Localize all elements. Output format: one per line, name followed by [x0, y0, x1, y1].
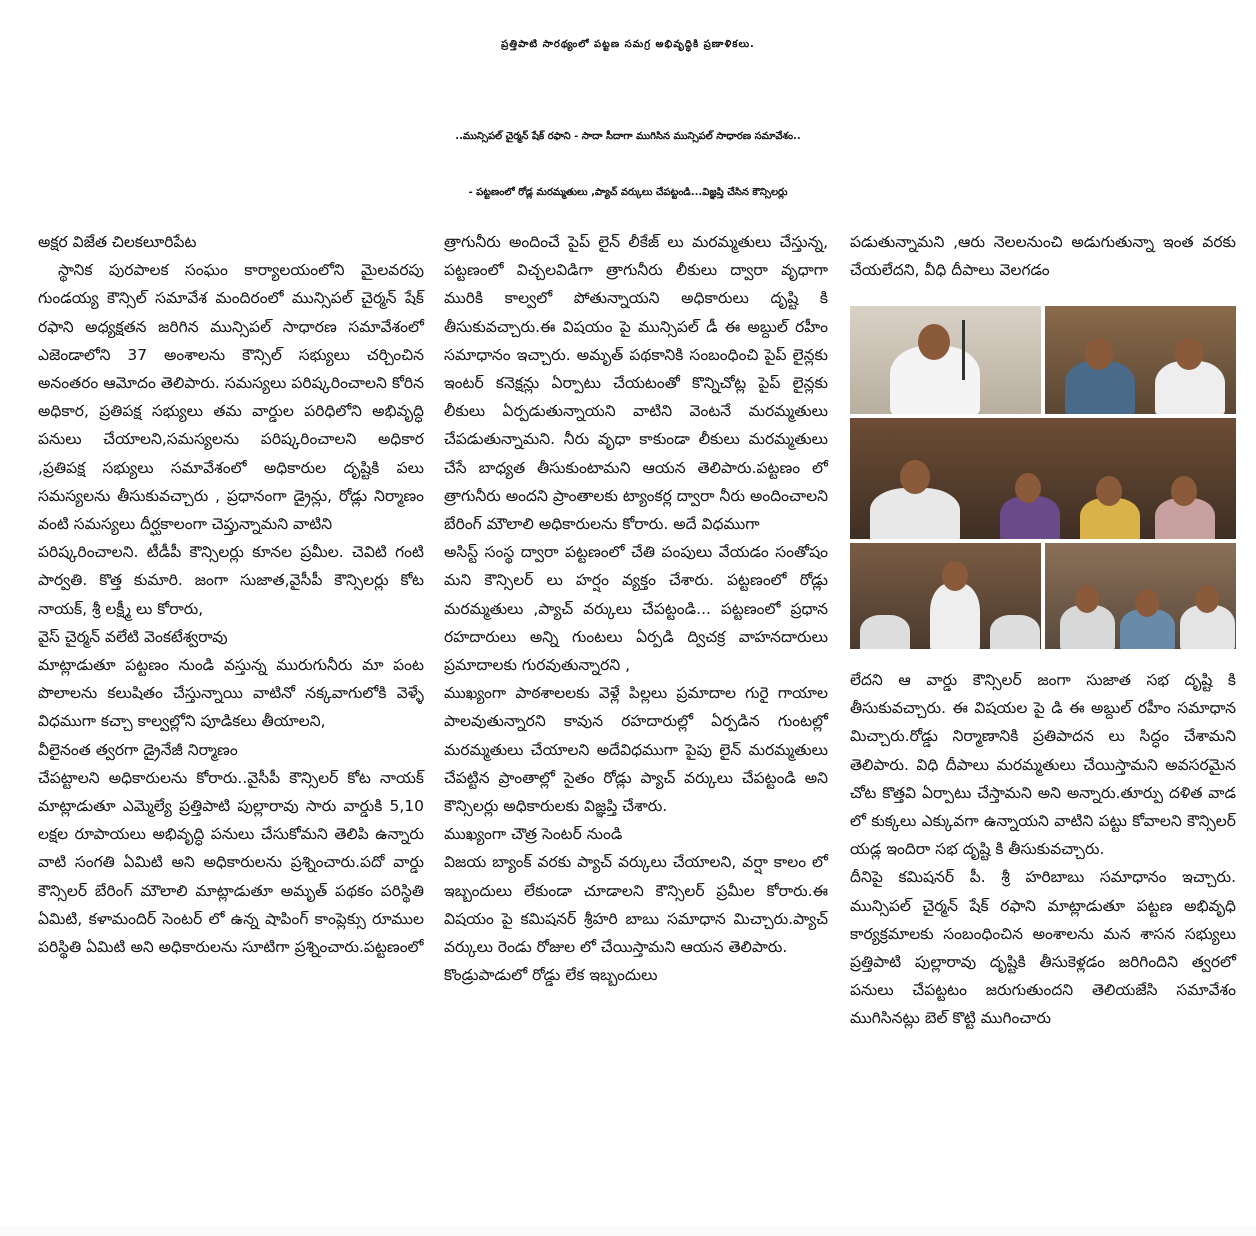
paragraph: స్థానిక పురపాలక సంఘం కార్యాలయంలోని మైలవరపు గుండయ్య కౌన్సిల్ సమావేశ మందిరంలో మున్సిపల్ చైర్మన్ షేక్ రఫాని అధ్యక్షతన జరిగిన మున్సిపల్ సాధారణ సమావేశంలో ఎజెండాలోని 37 అంశాలను కౌన్సిల్ సభ్యులు చర్చించిన అనంతరం ఆమోదం తెలిపారు. సమస్యలు పరిష్కరించాలని కోరిన అధికార, ప్రతిపక్ష సభ్యులు తమ వార్డుల పరిధిలోని అభివృద్ధి పనులు చేయాలని,సమస్యలను పరిష్కరించాలని అధికార ,ప్రతిపక్ష సభ్యులు సమావేశంలో అధికారుల దృష్టికి పలు సమస్యలను తీసుకువచ్చారు , ప్రధానంగా డ్రైన్లు, రోడ్లు నిర్మాణం వంటి సమస్యలు దీర్ఘకాలంగా చెప్తున్నామని వాటిని [38, 261, 424, 534]
headline: ప్రత్తిపాటి సారథ్యంలో పట్టణ సమగ్ర అభివృద్ధికి ప్రణాళికలు. [501, 39, 755, 50]
dateline: అక్షర విజేత చిలకలూరిపేట [38, 233, 197, 251]
paragraph: కొండ్రుపాడులో రోడ్డు లేక ఇబ్బందులు [444, 966, 658, 985]
subheadline-2: - పట్టణంలో రోడ్ల మరమ్మతులు ,ప్యాచ్ వర్కులు చేపట్టండి...విజ్ఞప్తి చేసిన కౌన్సిలర్లు [468, 187, 788, 198]
paragraph: మాట్లాడుతూ పట్టణం నుండి వస్తున్న మురుగునీరు మా పంట పొలాలను కలుషితం చేస్తున్నాయి వాటినో నక్కవాగులోకి వెళ్ళే విధముగా కచ్చా కాల్వల్లోని పూడికలు తీయాలని, [38, 656, 424, 731]
paragraph: విజయ బ్యాంక్ వరకు ప్యాచ్ వర్కులు చేయాలని, వర్షా కాలం లో ఇబ్బందులు లేకుండా చూడాలని కౌన్సిలర్ ప్రమీల కోరారు.ఈ విషయం పై కమిషనర్ శ్రీహరి బాబు సమాధాన మిచ్చారు.ప్యాచ్ వర్కులు రెండు రోజుల లో చేయిస్తామని ఆయన తెలిపారు. [444, 853, 828, 957]
meeting-photo-chairman [850, 306, 1041, 414]
meeting-photo-speaker [850, 543, 1041, 649]
paragraph: అసిస్ట్ సంస్థ ద్వారా పట్టణంలో చేతి పంపులు వేయడం సంతోషం మని కౌన్సిలర్ లు హర్షం వ్యక్తం చేశారు. పట్టణంలో రోడ్లు మరమ్మతులు ,ప్యాచ్ వర్కులు చేపట్టండి... పట్టణంలో ప్రధాన రహదారులు అన్ని గుంటలు ఏర్పడి ద్విచక్ర వాహనదారులు ప్రమాదాలకు గురవుతున్నారని , [444, 543, 828, 675]
paragraph: త్రాగునీరు అందించే పైప్ లైన్ లీకేజ్ లు మరమ్మతులు చేస్తున్న, పట్టణంలో విచ్చలవిడిగా త్రాగునీరు లీకులు ద్వారా వృధాగా మురికి కాల్వలో పోతున్నాయని అధికారులు దృష్టి కి తీసుకువచ్చారు.ఈ విషయం పై మున్సిపల్ డీ ఈ అబ్దుల్ రహీం సమాధానం ఇచ్చారు. అమృత్ పథకానికి సంబంధించి పైప్ లైన్లకు ఇంటర్ కనెక్షన్లు ఏర్పాటు చేయటంతో కొన్నిచోట్ల పైప్ లైన్లకు లీకులు ఏర్పడుతున్నాయని వాటిని వెంటనే మరమ్మతులు చేపడుతున్నామని. నీరు వృధా కాకుండా లీకులు మరమ్మతులు చేసే బాధ్యత తీసుకుంటామని ఆయన తెలిపారు.పట్టణం లో త్రాగునీరు అందని ప్రాంతాలకు ట్యాంకర్ల ద్వారా నీరు అందించాలని బేరింగ్ మౌలాలి అధికారులను కోరారు. అదే విధముగా [444, 233, 828, 534]
subheadline-1: ..మున్సిపల్ చైర్మన్ షేక్ రఫాని - సాదా సీదాగా ముగిసిన మున్సిపల్ సాధారణ సమావేశం.. [455, 131, 801, 142]
paragraph: ముఖ్యంగా చౌత్ర సెంటర్ నుండి [444, 825, 623, 844]
paragraph: ముఖ్యంగా పాఠశాలలకు వెళ్లే పిల్లలు ప్రమాదాల గురై గాయాల పాలవుతున్నారని కావున రహదారుల్లో ఏర్పడిన గుంటల్లో మరమ్మతులు చేయాలని అదేవిధముగా పైపు లైన్ మరమ్మతులు చేపట్టిన ప్రాంతాల్లో సైతం రోడ్లు ప్యాచ్ వర్కులు చేపట్టండి అని కౌన్సిలర్లు అధికారులకు విజ్ఞప్తి చేశారు. [444, 684, 828, 816]
meeting-photo-audience [1045, 543, 1236, 649]
photo-collage [850, 306, 1236, 649]
meeting-photo-officials [1045, 306, 1236, 414]
paragraph: లేదని ఆ వార్డు కౌన్సిలర్ జంగా సుజాత సభ దృష్టి కి తీసుకువచ్చారు. ఈ విషయల పై డి ఈ అబ్దుల్ రహీం సమాధాన మిచ్చారు.రోడ్డు నిర్మాణానికి ప్రతిపాదన లు సిద్ధం చేశామని తెలిపారు. విధి దీపాలు మరమ్మతులు చేయిస్తామని అవసరమైన చోట కొత్తవి ఏర్పాటు చేస్తామని అని అన్నారు.తూర్పు దళిత వాడ లో కుక్కలు ఎక్కువగా ఉన్నాయని వాటిని పట్టు కోవాలని కౌన్సిలర్ యడ్ల ఇందిరా సభ దృష్టి కి తీసుకువచ్చారు. [850, 671, 1236, 859]
article-column-3-bottom [850, 666, 1236, 1033]
paragraph: పరిష్కరించాలని. టీడీపీ కౌన్సిలర్లు కూనల ప్రమీల. చెవిటి గంటి పార్వతి. కొత్త కుమారి. జంగా సుజాత,వైసీపీ కౌన్సిలర్లు కోట నాయక్, శ్రీ లక్ష్మీ లు కోరారు, [38, 543, 424, 618]
page-edge [0, 1226, 1256, 1236]
paragraph: చేపట్టాలని అధికారులను కోరారు..వైసీపీ కౌన్సిలర్ కోట నాయక్ మాట్లాడుతూ ఎమ్మెల్యే ప్రత్తిపాటి పుల్లారావు సారు వార్డుకి 5,10 లక్షల రూపాయలు అభివృద్ధి పనులు చేసుకోమని తెలిపి ఉన్నారు వాటి సంగతి ఏమిటి అని అధికారులను ప్రశ్నించారు.పదో వార్డు కౌన్సిలర్ బేరింగ్ మౌలాలి మాట్లాడుతూ అమృత్ పథకం పరిస్థితి ఏమిటి, కళామందిర్ సెంటర్ లో ఉన్న షాపింగ్ కాంప్లెక్సు రూముల పరిస్థితి ఏమిటి అని అధికారులను సూటిగా ప్రశ్నించారు.పట్టణంలో [38, 768, 424, 957]
paragraph: పడుతున్నామని ,ఆరు నెలలనుంచి అడుగుతున్నా ఇంత వరకు చేయలేదని, వీధి దీపాలు వెలగడం [850, 233, 1236, 280]
paragraph: వైస్ చైర్మన్ వలేటి వెంకటేశ్వరావు [38, 627, 228, 646]
paragraph: వీలైనంత త్వరగా డ్రైనేజీ నిర్మాణం [38, 740, 238, 759]
article-column-2 [444, 228, 828, 989]
article-column-1 [38, 228, 424, 961]
meeting-photo-councillors [850, 418, 1236, 539]
paragraph: దీనిపై కమిషనర్ పీ. శ్రీ హరిబాబు సమాధానం ఇచ్చారు. మున్సిపల్ చైర్మన్ షేక్ రఫాని మాట్లాడుతూ పట్టణ అభివృధి కార్యక్రమాలకు సంబంధించిన అంశాలను మన శాసన సభ్యులు ప్రత్తిపాటి పుల్లారావు దృష్టికి తీసుకెళ్లడం జరిగిందిని త్వరలో పనులు చేపట్టటం జరుగుతుందని తెలియజేసి సమావేశం ముగిసినట్లు బెల్ కొట్టి ముగించారు [850, 868, 1236, 1028]
article-column-3-top [850, 228, 1236, 284]
